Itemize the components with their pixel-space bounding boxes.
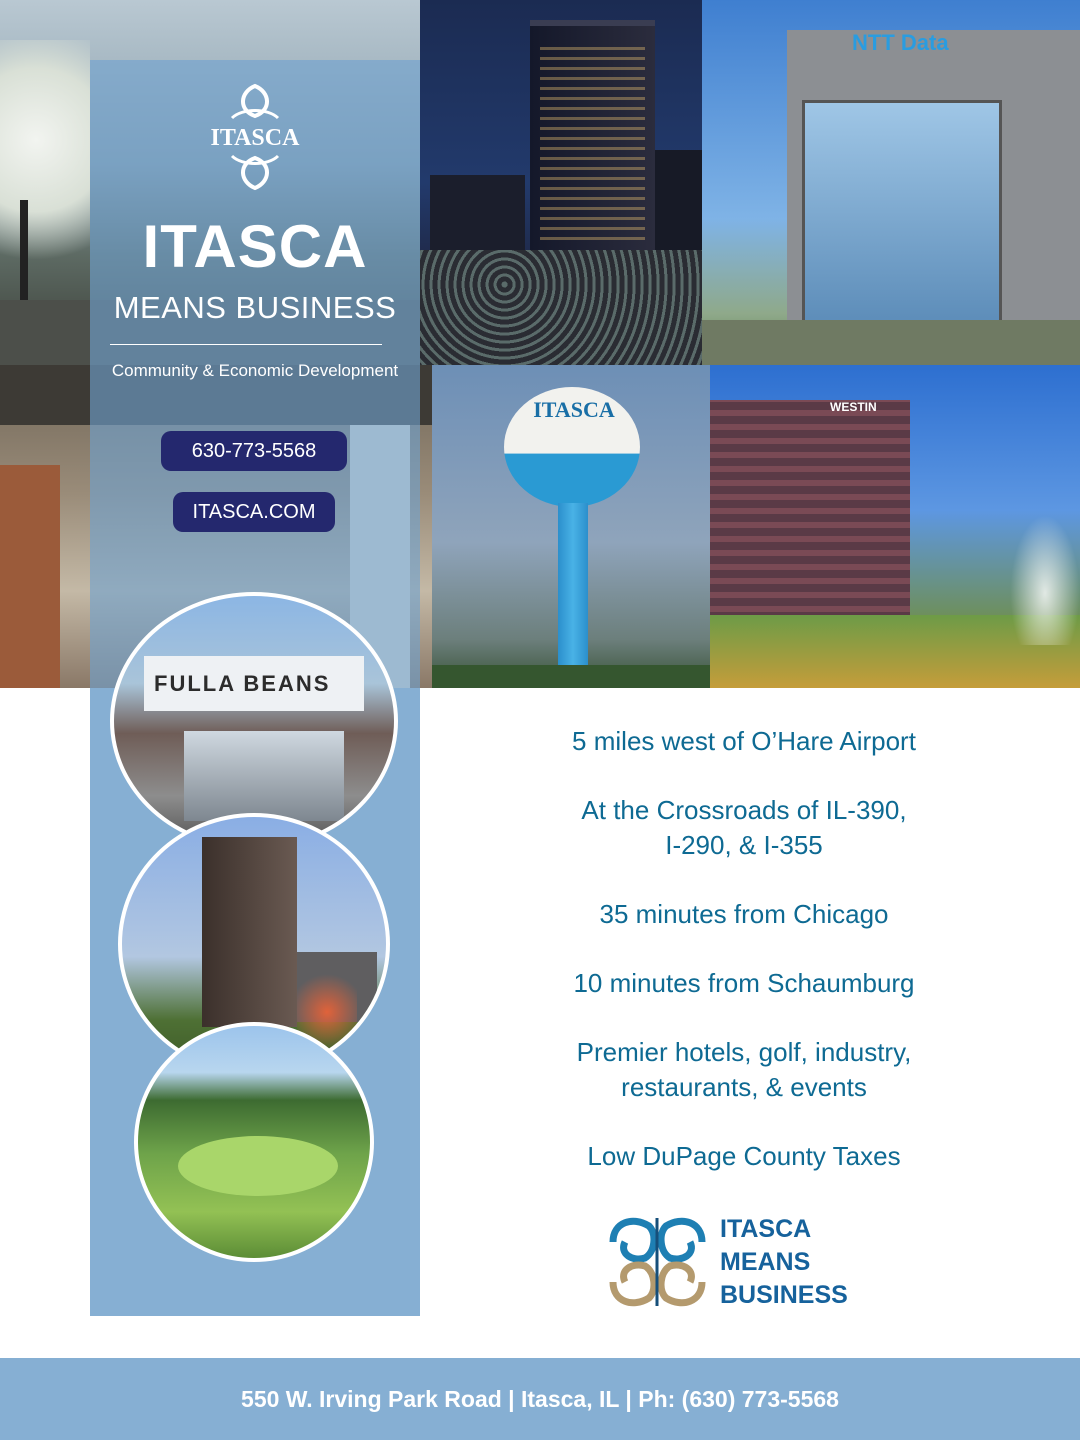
cafe-sign: FULLA BEANS: [154, 671, 331, 696]
divider: [110, 344, 382, 345]
brand-text: ITASCA MEANS BUSINESS: [720, 1215, 848, 1309]
water-tower-text: ITASCA: [533, 397, 615, 422]
page-subtitle: MEANS BUSINESS: [113, 290, 397, 325]
night-tower-photo: [420, 0, 702, 365]
department-label: Community & Economic Development: [111, 361, 399, 380]
cafe-circle-photo: [110, 592, 398, 850]
fact-item: At the Crossroads of IL-390, I-290, & I-355: [581, 795, 907, 860]
itasca-logo-icon: [190, 82, 320, 192]
itasca-brand-icon: [605, 1212, 710, 1312]
fact-item: 35 minutes from Chicago: [599, 899, 889, 929]
westin-hotel-photo: [710, 365, 1080, 688]
fact-item: 5 miles west of O’Hare Airport: [572, 726, 916, 756]
website-button[interactable]: ITASCA.COM: [173, 492, 335, 532]
page-title: ITASCA: [142, 213, 368, 280]
water-tower-photo: [432, 365, 710, 688]
facts-list: [470, 724, 1018, 1208]
logo-text: ITASCA: [210, 125, 300, 151]
phone-button[interactable]: 630-773-5568: [161, 431, 347, 471]
fact-item: 10 minutes from Schaumburg: [573, 968, 915, 998]
ntt-data-building-photo: [702, 0, 1080, 365]
fact-item: Low DuPage County Taxes: [587, 1141, 901, 1171]
westin-sign: WESTIN: [830, 400, 877, 414]
ntt-data-sign: NTT Data: [852, 30, 949, 55]
golf-course-circle-photo: [134, 1022, 374, 1262]
footer-address: 550 W. Irving Park Road | Itasca, IL | Ph: (630) 773-5568: [241, 1386, 839, 1412]
fact-item: Premier hotels, golf, industry, restaurants, & events: [576, 1037, 912, 1102]
